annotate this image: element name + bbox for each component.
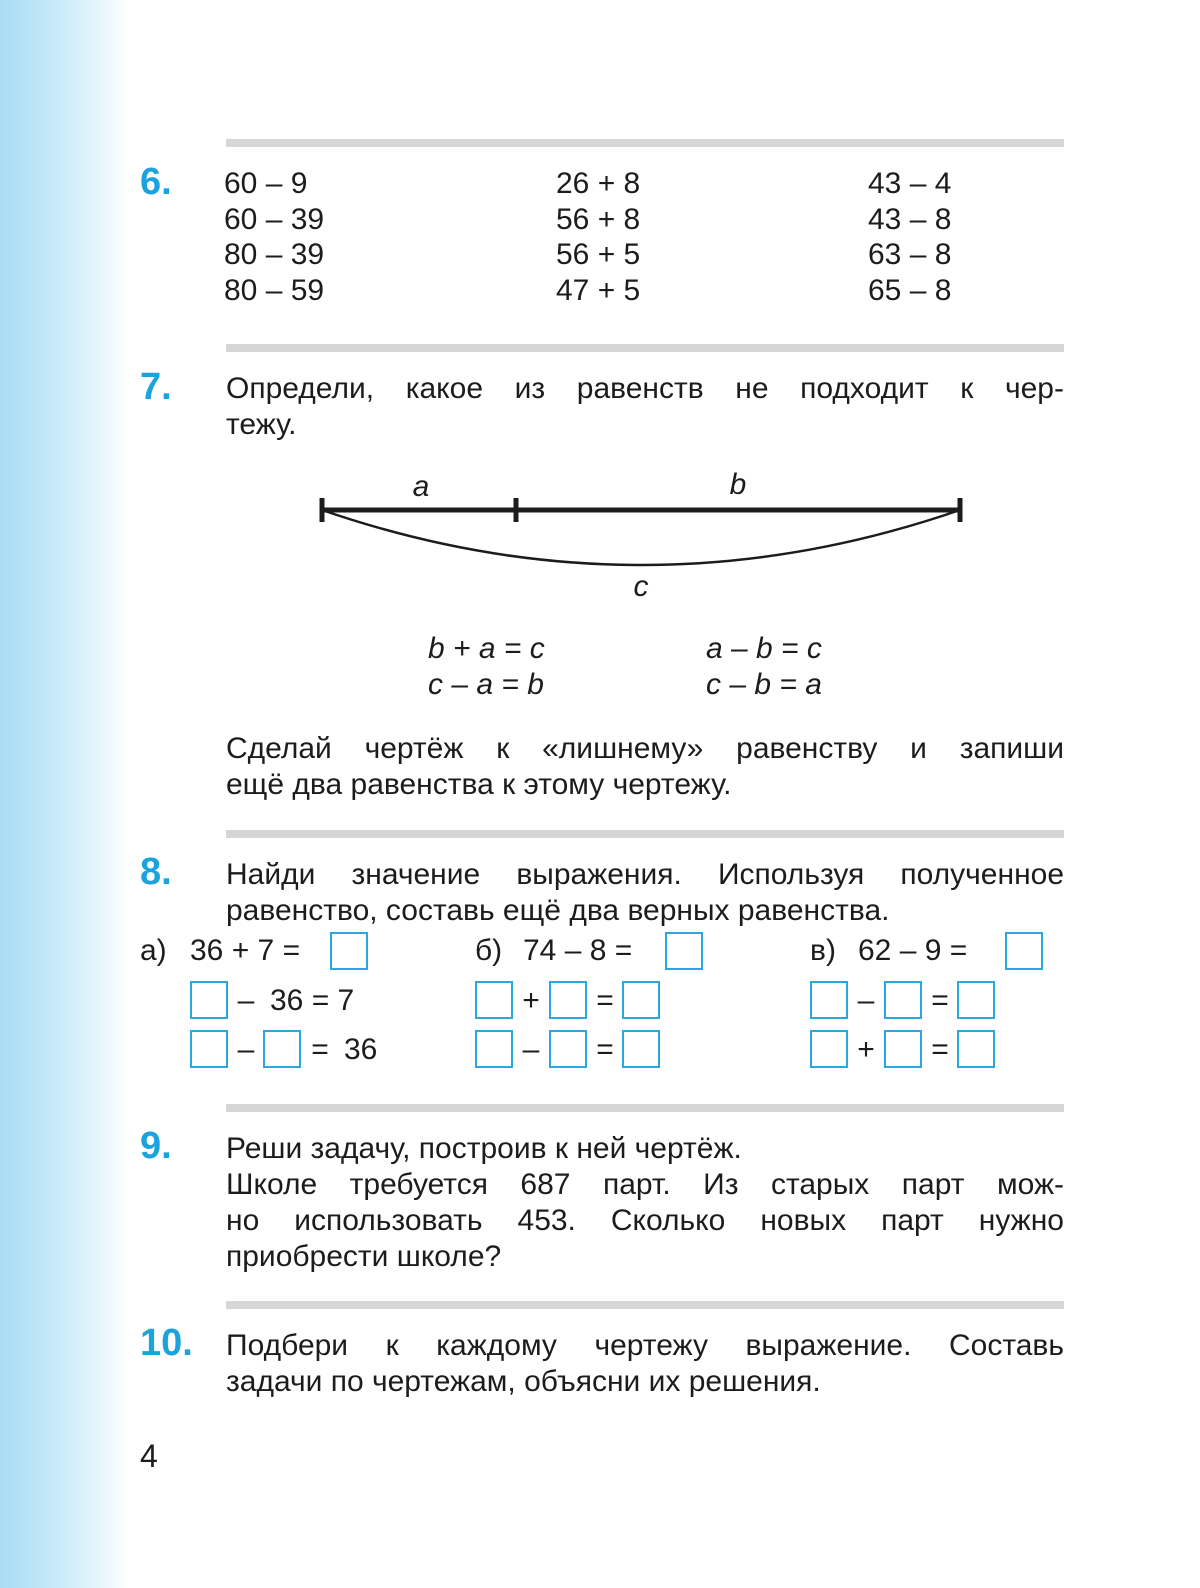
- task-7-instruction: [226, 731, 1064, 803]
- task-6-expression: 80 – 59: [224, 273, 325, 307]
- task-6-expression: 56 + 8: [556, 202, 641, 236]
- task-6-column-2: [556, 166, 640, 308]
- task-7-number: 7.: [140, 366, 172, 408]
- answer-box[interactable]: [884, 1030, 922, 1068]
- label-c: c: [633, 570, 649, 603]
- task-8b-expression: 74 – 8 =: [523, 934, 633, 967]
- answer-box[interactable]: [1005, 932, 1043, 970]
- answer-box[interactable]: [549, 1030, 587, 1068]
- operator-sign: –: [237, 1033, 255, 1066]
- task-7-prompt: [226, 371, 1064, 443]
- task-8a-equation-tail: 36 = 7: [270, 984, 355, 1017]
- task-6-number: 6.: [140, 161, 172, 203]
- answer-box[interactable]: [475, 1030, 513, 1068]
- answer-box[interactable]: [665, 932, 703, 970]
- task-10-line: Подбери к каждому чертежу выражение. Составь: [226, 1329, 1064, 1362]
- task-9-number: 9.: [140, 1125, 172, 1167]
- task-7-prompt-line: Определи, какое из равенств не подходит к чер-: [226, 372, 1064, 405]
- answer-box[interactable]: [957, 981, 995, 1019]
- operator-sign: –: [237, 984, 255, 1017]
- segment-diagram: [300, 460, 1000, 610]
- equals-sign: =: [596, 1033, 614, 1066]
- task-6-expression: 26 + 8: [556, 167, 641, 200]
- equals-sign: =: [931, 984, 949, 1017]
- task-8c-expression: 62 – 9 =: [858, 934, 968, 967]
- section-divider: [226, 139, 1064, 147]
- task-8-number: 8.: [140, 851, 172, 893]
- equals-sign: =: [931, 1033, 949, 1066]
- operator-sign: +: [857, 1033, 875, 1066]
- task-8a-expression: 36 + 7 =: [190, 934, 301, 967]
- task-8b-label: б): [475, 934, 503, 967]
- operator-sign: –: [857, 984, 875, 1017]
- answer-box[interactable]: [622, 981, 660, 1019]
- task-8-prompt: [226, 857, 1064, 929]
- answer-box[interactable]: [190, 981, 228, 1019]
- answer-box[interactable]: [330, 932, 368, 970]
- task-6-expression: 60 – 9: [224, 167, 308, 200]
- task-7-instruction-line: ещё два равенства к этому чертежу.: [226, 768, 732, 801]
- label-a: a: [412, 470, 430, 503]
- equals-sign: =: [311, 1033, 329, 1066]
- answer-box[interactable]: [475, 981, 513, 1019]
- equation: c – b = a: [706, 668, 822, 701]
- task-6-column-1: [224, 166, 324, 308]
- task-7-instruction-line: Сделай чертёж к «лишнему» равенству и запиши: [226, 732, 1064, 765]
- answer-box[interactable]: [884, 981, 922, 1019]
- task-9-problem: [226, 1131, 1064, 1275]
- task-6-expression: 80 – 39: [224, 238, 325, 271]
- task-8-prompt-line: Найди значение выражения. Используя полученное: [226, 858, 1064, 891]
- answer-box[interactable]: [549, 981, 587, 1019]
- answer-box[interactable]: [810, 1030, 848, 1068]
- task-9-line: приобрести школе?: [226, 1240, 502, 1273]
- task-9-line: Школе требуется 687 парт. Из старых парт мож-: [226, 1168, 1064, 1201]
- page-number: 4: [140, 1438, 158, 1474]
- task-9-line: Реши задачу, построив к ней чертёж.: [226, 1132, 742, 1165]
- answer-box[interactable]: [957, 1030, 995, 1068]
- task-8a-label: а): [140, 934, 167, 967]
- task-6-expression: 63 – 8: [868, 238, 952, 271]
- task-10-number: 10.: [140, 1322, 193, 1364]
- task-6-expression: 65 – 8: [868, 273, 952, 307]
- task-6-column-3: [868, 166, 951, 308]
- equation: b + a = c: [428, 632, 545, 665]
- task-10-line: задачи по чертежам, объясни их решения.: [226, 1365, 821, 1398]
- task-6-expression: 60 – 39: [224, 202, 325, 236]
- brace-arc: [322, 510, 960, 565]
- section-divider: [226, 1104, 1064, 1112]
- task-6-expression: 56 + 5: [556, 238, 641, 271]
- section-divider: [226, 1301, 1064, 1309]
- task-8c-label: в): [810, 934, 836, 967]
- equals-sign: =: [596, 984, 614, 1017]
- section-divider: [226, 830, 1064, 838]
- task-8a-equation-tail: 36: [344, 1033, 378, 1066]
- answer-box[interactable]: [622, 1030, 660, 1068]
- operator-sign: +: [522, 984, 540, 1017]
- task-6-expression: 47 + 5: [556, 273, 641, 307]
- task-9-line: но использовать 453. Сколько новых парт нужно: [226, 1204, 1064, 1237]
- answer-box[interactable]: [263, 1030, 301, 1068]
- task-8-prompt-line: равенство, составь ещё два верных равенства.: [226, 894, 890, 927]
- answer-box[interactable]: [190, 1030, 228, 1068]
- task-6-expression: 43 – 4: [868, 167, 952, 200]
- equation: c – a = b: [428, 668, 544, 701]
- label-b: b: [729, 468, 747, 501]
- task-10-prompt: [226, 1328, 1064, 1400]
- task-7-prompt-line: тежу.: [226, 408, 297, 441]
- operator-sign: –: [522, 1033, 540, 1066]
- equation: a – b = c: [706, 632, 822, 665]
- page-side-strip: [0, 0, 130, 1588]
- section-divider: [226, 344, 1064, 352]
- answer-box[interactable]: [810, 981, 848, 1019]
- task-6-expression: 43 – 8: [868, 202, 952, 236]
